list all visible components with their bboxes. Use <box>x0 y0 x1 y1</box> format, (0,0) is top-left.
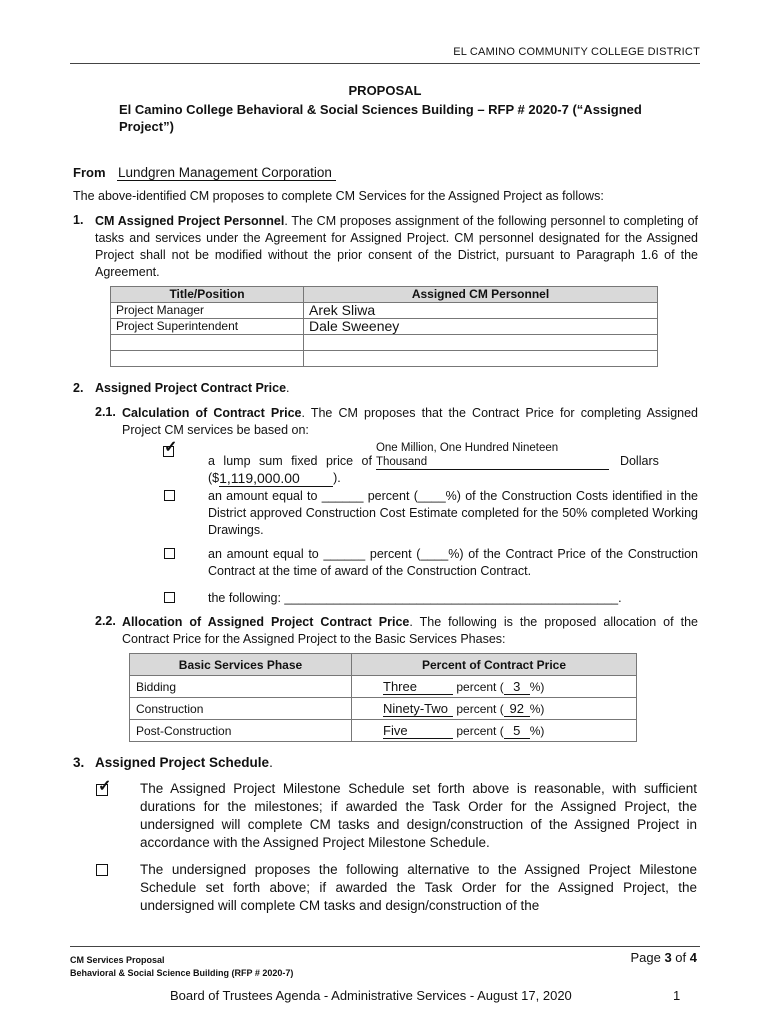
percent-close: %) <box>529 701 545 716</box>
amount-prefix: ($ <box>208 471 220 485</box>
page-number: 3 <box>664 950 672 965</box>
from-label: From <box>73 165 106 180</box>
section-1-number: 1. <box>73 213 84 227</box>
contract-price-option-text: an amount equal to ______ percent (____%) of the Contract Price of the Construction Contract at the time of award of the Construction Contract. <box>208 547 698 578</box>
section-2-number: 2. <box>73 381 84 395</box>
table-row <box>111 303 658 319</box>
personnel-name-field[interactable] <box>304 335 658 351</box>
section-2-1-text: . The CM proposes that the Contract Price for completing Assigned Project CM services be based on: <box>122 406 698 437</box>
personnel-name-field[interactable]: Dale Sweeney <box>304 319 658 335</box>
personnel-title-cell[interactable] <box>111 351 304 367</box>
proposal-title: PROPOSAL <box>348 83 422 98</box>
lump-sum-pre-text: a lump sum fixed price of <box>208 454 372 468</box>
percent-words-field[interactable]: Three <box>383 679 453 695</box>
percent-close: %) <box>529 723 545 738</box>
percent-words-field[interactable]: Ninety-Two <box>383 701 453 717</box>
percent-word: percent ( <box>456 701 504 716</box>
table-row <box>130 720 637 742</box>
percent-number-field[interactable]: 92 <box>504 701 530 717</box>
section-2-1-paragraph <box>122 405 698 439</box>
table-row <box>130 676 637 698</box>
personnel-header-title: Title/Position <box>111 287 304 303</box>
personnel-title-cell: Project Manager <box>111 303 304 319</box>
allocation-header-phase: Basic Services Phase <box>130 654 352 676</box>
footer-rule <box>70 946 700 947</box>
percent-number-field[interactable]: 5 <box>504 723 530 739</box>
section-2-heading-line: Assigned Project Contract Price. <box>95 381 290 395</box>
phase-cell: Construction <box>130 698 352 720</box>
lump-sum-option <box>208 441 698 487</box>
lump-sum-post-text: Dollars <box>619 454 659 468</box>
schedule-alternative-text: The undersigned proposes the following alternative to the Assigned Project Milestone Schedule set forth above; if awarded the Task Order for the Assigned Project, the undersigned will complete CM tasks and design/construction of the <box>140 862 697 913</box>
lump-sum-line <box>208 441 698 470</box>
personnel-table <box>110 286 658 367</box>
checkmark-icon: ✓ <box>164 439 178 456</box>
percent-word: percent ( <box>456 723 504 738</box>
table-row <box>111 351 658 367</box>
footer-left <box>70 954 293 980</box>
section-2-1-number: 2.1. <box>95 405 116 419</box>
section-1-heading: CM Assigned Project Personnel <box>95 214 285 228</box>
header-rule <box>70 63 700 64</box>
contract-price-checkbox[interactable] <box>164 548 175 559</box>
footer-doc-name: CM Services Proposal <box>70 955 165 965</box>
phase-cell: Post-Construction <box>130 720 352 742</box>
personnel-title-cell: Project Superintendent <box>111 319 304 335</box>
lump-sum-amount-line <box>208 470 698 487</box>
following-option-text: the following: ________________________________________________. <box>208 591 622 605</box>
section-2-2-number: 2.2. <box>95 614 116 628</box>
phase-cell: Bidding <box>130 676 352 698</box>
section-3-number: 3. <box>73 755 85 770</box>
lump-sum-words-field[interactable]: One Million, One Hundred Nineteen Thousand <box>376 441 609 470</box>
page-of: of <box>675 950 687 965</box>
allocation-header-percent: Percent of Contract Price <box>352 654 637 676</box>
schedule-accept-text: The Assigned Project Milestone Schedule set forth above is reasonable, with sufficient durations for the milestones; if awarded the Task Order for the Assigned Project, the undersigned will complete CM tasks and design/construction of the Assigned Project in accordance with the Assigned Project Milestone Schedule. <box>140 781 697 850</box>
section-2-2-text: . The following is the proposed allocation of the Contract Price for the Assigned Project to the Basic Services Phases: <box>122 615 698 646</box>
agenda-page-number: 1 <box>673 988 681 1003</box>
percent-cell <box>352 698 637 720</box>
intro-text: The above-identified CM proposes to complete CM Services for the Assigned Project as follows: <box>73 189 604 203</box>
table-row <box>111 335 658 351</box>
construction-costs-option-text: an amount equal to ______ percent (____%) of the Construction Costs identified in the District approved Construction Cost Estimate completed for the 50% completed Working Drawings. <box>208 489 698 537</box>
following-checkbox[interactable] <box>164 592 175 603</box>
project-title: El Camino College Behavioral & Social Sciences Building – RFP # 2020-7 (“Assigned Project”) <box>119 102 642 134</box>
percent-cell <box>352 676 637 698</box>
page-label: Page <box>630 950 661 965</box>
construction-costs-checkbox[interactable] <box>164 490 175 501</box>
personnel-name-field[interactable]: Arek Sliwa <box>304 303 658 319</box>
section-1-paragraph <box>95 213 698 281</box>
schedule-alternative-checkbox[interactable] <box>96 864 108 876</box>
section-2-2-heading: Allocation of Assigned Project Contract Price <box>122 615 410 629</box>
table-row <box>111 319 658 335</box>
personnel-name-field[interactable] <box>304 351 658 367</box>
amount-suffix: ). <box>333 471 341 485</box>
schedule-accept-checkbox[interactable] <box>96 778 112 799</box>
section-1-text: . The CM proposes assignment of the following personnel to completing of tasks and services under the Agreement for Assigned Project. CM personnel designated for the Assigned Project shall not be modified without the prior consent of the District, pursuant to Paragraph 1.6 of the Agreement. <box>95 214 698 279</box>
percent-words-field[interactable]: Five <box>383 723 453 739</box>
footer-project-name: Behavioral & Social Science Building (RFP # 2020-7) <box>70 968 294 978</box>
checkmark-icon: ✓ <box>98 778 112 795</box>
header-org: EL CAMINO COMMUNITY COLLEGE DISTRICT <box>453 46 700 58</box>
personnel-title-cell[interactable] <box>111 335 304 351</box>
allocation-table <box>129 653 637 742</box>
percent-word: percent ( <box>456 679 504 694</box>
agenda-footer: Board of Trustees Agenda - Administrative Services - August 17, 2020 <box>170 988 572 1003</box>
table-row <box>130 698 637 720</box>
lump-sum-checkbox[interactable] <box>163 439 178 460</box>
lump-sum-amount-field[interactable]: 1,119,000.00 <box>219 470 333 487</box>
section-3-heading-line: Assigned Project Schedule. <box>95 755 273 770</box>
percent-close: %) <box>529 679 545 694</box>
section-3-heading: Assigned Project Schedule <box>95 755 270 770</box>
section-2-heading: Assigned Project Contract Price <box>95 381 287 395</box>
percent-number-field[interactable]: 3 <box>504 679 530 695</box>
section-2-2-paragraph <box>122 614 698 648</box>
from-company-field[interactable]: Lundgren Management Corporation <box>117 165 336 181</box>
personnel-header-person: Assigned CM Personnel <box>304 287 658 303</box>
page-total: 4 <box>689 950 697 965</box>
page-indicator <box>630 950 697 965</box>
section-2-1-heading: Calculation of Contract Price <box>122 406 302 420</box>
percent-cell <box>352 720 637 742</box>
